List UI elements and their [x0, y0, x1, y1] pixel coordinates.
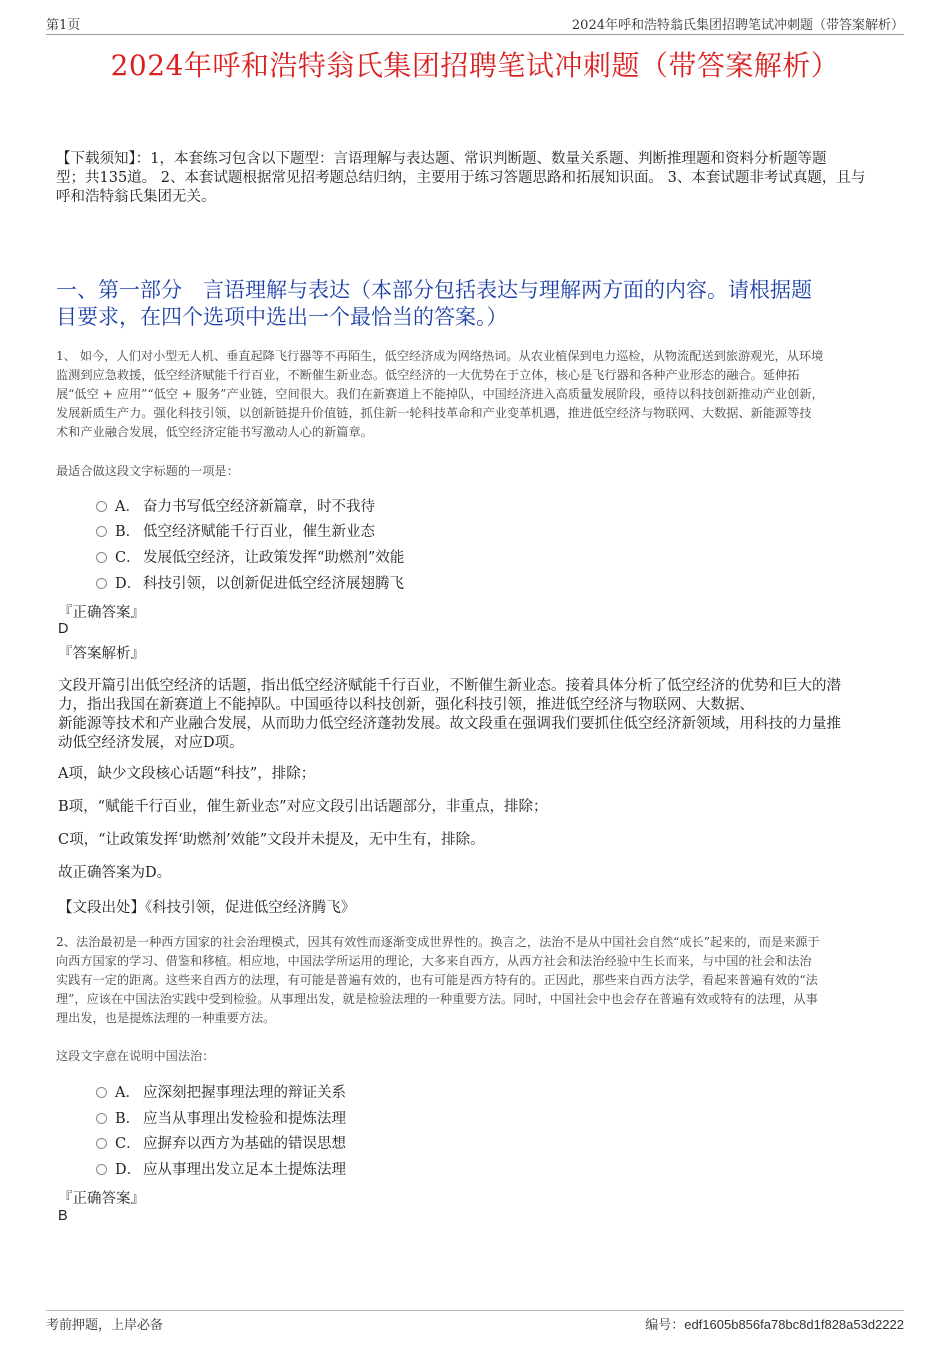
option-text: 应当从事理出发检验和提炼法理	[143, 1111, 346, 1127]
option-letter: B．	[115, 1111, 141, 1127]
question-text-line: 实践有一定的距离。这些来自西方的法理，有可能是普遍有效的，也有可能是西方特有的。正因此，那些来自西方法学，看起来普遍有效的“法	[56, 973, 818, 987]
q1-source: 【文段出处】《科技引领，促进低空经济腾飞》	[58, 900, 356, 916]
question-text-line: 1、 如今，人们对小型无人机、垂直起降飞行器等不再陌生，低空经济成为网络热词。从农业植保到电力巡检，从物流配送到旅游观光，从环境	[56, 349, 824, 363]
option-text: 应摒弃以西方为基础的错误思想	[143, 1136, 346, 1152]
analysis-line: 新能源等技术和产业融合发展，从而助力低空经济蓬勃发展。故文段重在强调我们要抓住低空经济新领域，用科技的力量推	[58, 716, 841, 732]
q1-option-d[interactable]	[96, 574, 404, 594]
option-letter: B．	[115, 524, 141, 540]
document-title: 2024年呼和浩特翁氏集团招聘笔试冲刺题（带答案解析）	[110, 49, 840, 82]
question-text-line: 2、法治最初是一种西方国家的社会治理模式，因其有效性而逐渐变成世界性的。换言之，法治不是从中国社会自然“成长”起来的，而是来源于	[56, 935, 820, 949]
question-2-text	[56, 933, 902, 1028]
q2-option-d[interactable]	[96, 1160, 346, 1180]
question-1-text	[56, 347, 902, 442]
radio-icon[interactable]	[96, 1138, 107, 1149]
radio-icon[interactable]	[96, 501, 107, 512]
option-letter: D．	[115, 1162, 142, 1178]
page-header	[46, 14, 904, 35]
footer-code-label: 编号：	[645, 1318, 685, 1333]
q1-analysis	[58, 677, 902, 753]
q1-analysis-item-b: B项，“赋能千行百业，催生新业态”对应文段引出话题部分，非重点，排除；	[58, 799, 548, 815]
analysis-line: 动低空经济发展，对应D项。	[58, 735, 244, 751]
radio-icon[interactable]	[96, 1113, 107, 1124]
radio-icon[interactable]	[96, 1087, 107, 1098]
section-heading	[56, 277, 902, 331]
analysis-line: 力，指出我国在新赛道上不能掉队。中国亟待以科技创新，强化科技引领，推进低空经济与物联网、大数据、	[58, 697, 754, 713]
option-text: 科技引领，以创新促进低空经济展翅腾飞	[143, 576, 404, 592]
footer-slogan: 考前押题，上岸必备	[46, 1318, 164, 1333]
option-text: 发展低空经济，让政策发挥“助燃剂”效能	[143, 550, 405, 566]
question-text-line: 监测到应急救援，低空经济赋能千行百业，不断催生新业态。低空经济的一大优势在于立体，核心是飞行器和各种产业形态的融合。延伸拓	[56, 368, 800, 382]
q1-analysis-item-a: A项，缺少文段核心话题“科技”，排除；	[58, 766, 316, 782]
radio-icon[interactable]	[96, 578, 107, 589]
q2-option-b[interactable]	[96, 1109, 346, 1129]
q1-option-b[interactable]	[96, 522, 375, 542]
option-text: 低空经济赋能千行百业，催生新业态	[143, 524, 375, 540]
question-text-line: 向西方国家的学习、借鉴和移植。相应地，中国法学所运用的理论，大多来自西方，从西方社会和法治经验中生长而来，与中国的社会和法治	[56, 954, 812, 968]
option-letter: C．	[115, 550, 141, 566]
option-letter: C．	[115, 1136, 141, 1152]
analysis-line: 文段开篇引出低空经济的话题，指出低空经济赋能千行百业，不断催生新业态。接着具体分析了低空经济的优势和巨大的潜	[58, 678, 841, 694]
option-letter: A．	[115, 1085, 140, 1101]
q2-option-a[interactable]	[96, 1083, 346, 1103]
q2-option-c[interactable]	[96, 1134, 346, 1154]
q2-answer-label: 『正确答案』	[58, 1191, 145, 1207]
radio-icon[interactable]	[96, 526, 107, 537]
q1-option-c[interactable]	[96, 548, 404, 568]
option-text: 应从事理出发立足本土提炼法理	[143, 1162, 346, 1178]
question-text-line: 发展新质生产力。强化科技引领，以创新链提升价值链，抓住新一轮科技革命和产业变革机遇，推进低空经济与物联网、大数据、新能源等技	[56, 406, 812, 420]
q1-analysis-item-c: C项，“让政策发挥‘助燃剂’效能”文段并未提及，无中生有，排除。	[58, 832, 485, 848]
page-number: 第1页	[46, 18, 81, 33]
option-text: 应深刻把握事理法理的辩证关系	[143, 1085, 346, 1101]
notice-line: 【下载须知】：1，本套练习包含以下题型：言语理解与表达题、常识判断题、数量关系题、判断推理题和资料分析题等题	[56, 151, 827, 167]
option-letter: D．	[115, 576, 142, 592]
footer-code-value: edf1605b856fa78bc8d1f828a53d2222	[684, 1317, 904, 1332]
question-2-prompt: 这段文字意在说明中国法治：	[56, 1049, 215, 1063]
notice-line: 呼和浩特翁氏集团无关。	[56, 189, 216, 205]
question-text-line: 术和产业融合发展，低空经济定能书写激动人心的新篇章。	[56, 425, 373, 439]
radio-icon[interactable]	[96, 552, 107, 563]
section-heading-line: 目要求，在四个选项中选出一个最恰当的答案。）	[56, 305, 508, 329]
option-text: 奋力书写低空经济新篇章，时不我待	[143, 499, 375, 515]
download-notice	[56, 150, 902, 207]
footer-divider	[46, 1310, 904, 1311]
question-text-line: 展“低空 + 应用”“低空 + 服务”产业链，空间很大。我们在新赛道上不能掉队，中国经济进入高质量发展阶段，亟待以科技创新推动产业创新，	[56, 387, 824, 401]
q1-answer: D	[58, 621, 69, 637]
q1-answer-label: 『正确答案』	[58, 605, 145, 621]
q1-option-a[interactable]	[96, 497, 375, 517]
footer-code	[645, 1314, 904, 1333]
option-letter: A．	[115, 499, 140, 515]
question-text-line: 理出发，也是提炼法理的一种重要方法。	[56, 1011, 276, 1025]
q1-analysis-label: 『答案解析』	[58, 646, 145, 662]
header-doc-title: 2024年呼和浩特翁氏集团招聘笔试冲刺题（带答案解析）	[571, 18, 904, 33]
notice-line: 型；共135道。 2、本套试题根据常见招考题总结归纳，主要用于练习答题思路和拓展知识面。 3、本套试题非考试真题，且与	[56, 170, 866, 186]
q1-conclusion: 故正确答案为D。	[58, 865, 172, 881]
q2-answer: B	[58, 1208, 68, 1224]
question-1-prompt: 最适合做这段文字标题的一项是：	[56, 464, 239, 478]
question-text-line: 理”，应该在中国法治实践中受到检验。从事理出发，就是检验法理的一种重要方法。同时，中国社会中也会存在普遍有效或特有的法理，从事	[56, 992, 818, 1006]
section-heading-line: 一、第一部分 言语理解与表达（本部分包括表达与理解两方面的内容。请根据题	[56, 278, 812, 302]
radio-icon[interactable]	[96, 1164, 107, 1175]
